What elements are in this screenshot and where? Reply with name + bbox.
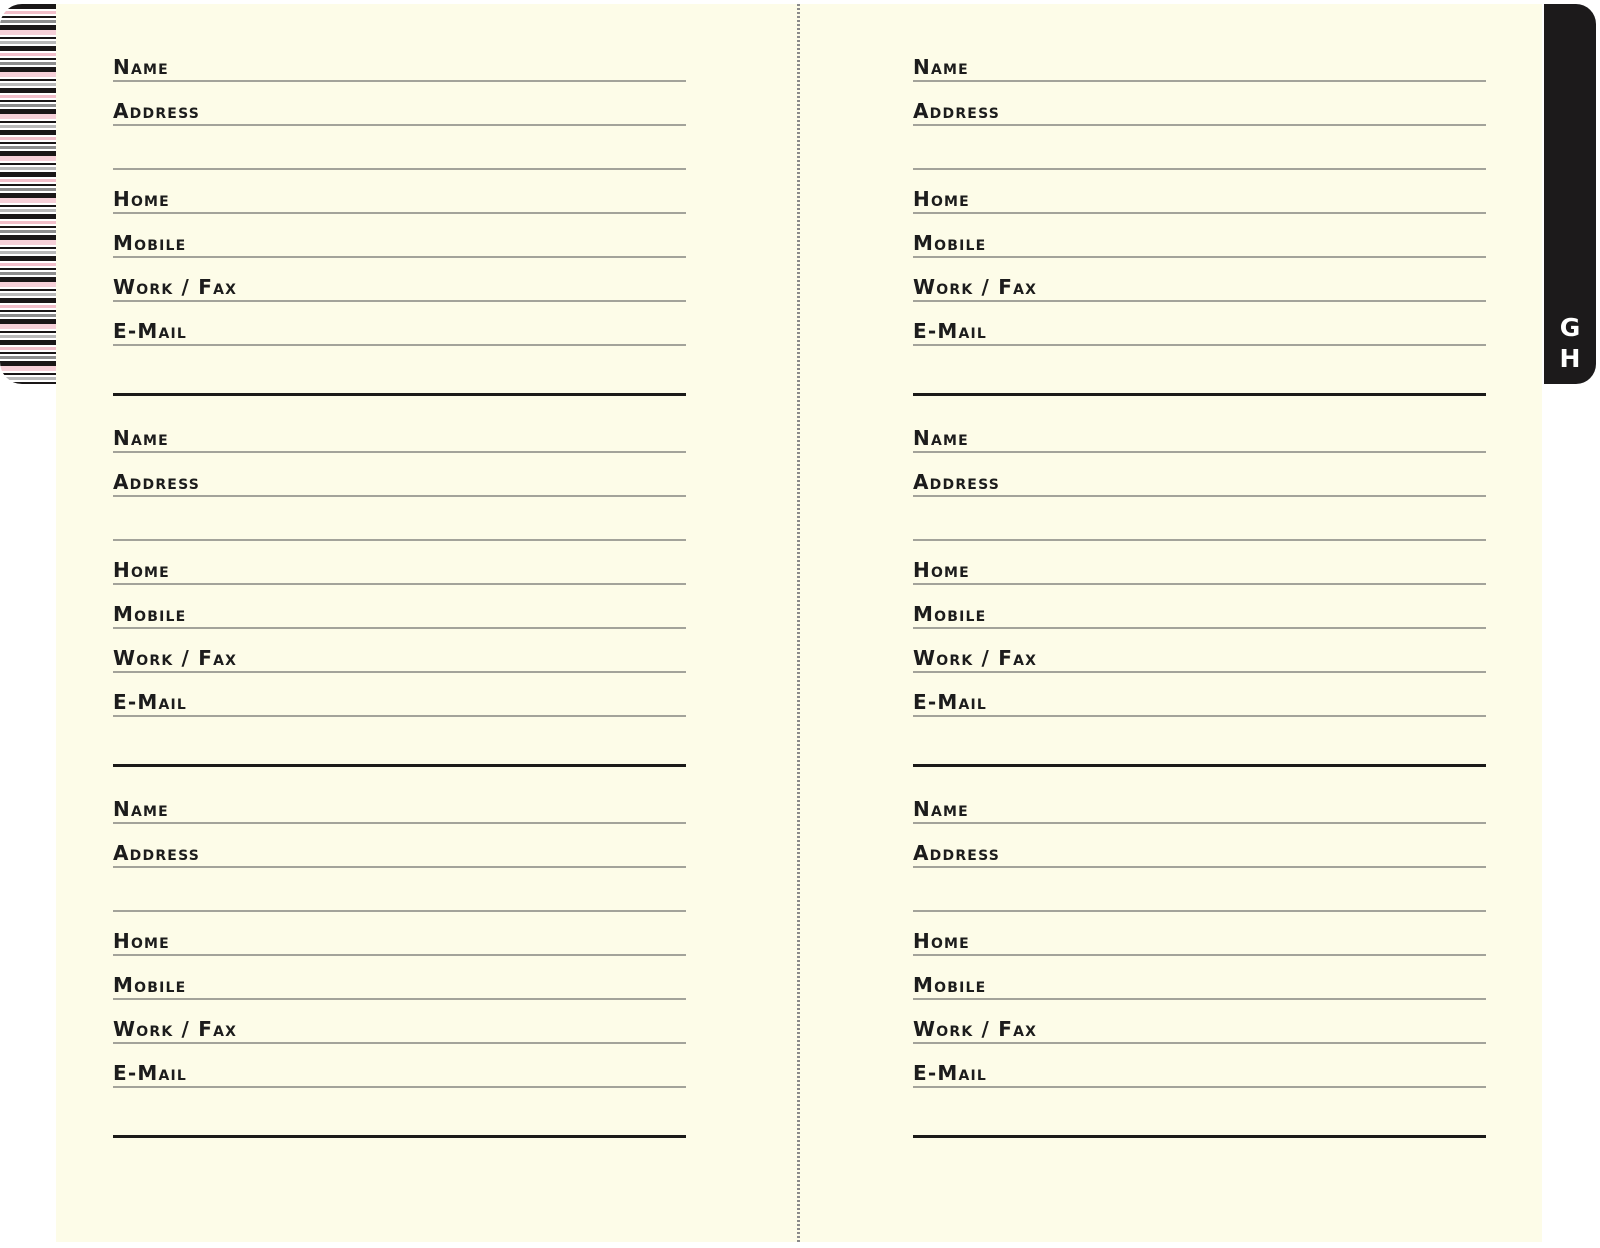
- mobile-label: Mobile: [913, 602, 987, 626]
- email-label: E-Mail: [113, 690, 188, 714]
- tab-letter-g: G: [1559, 313, 1581, 342]
- email-label: E-Mail: [913, 690, 988, 714]
- address-write-line-2[interactable]: [913, 910, 1486, 912]
- home-phone-label: Home: [913, 929, 970, 953]
- name-label: Name: [113, 797, 169, 821]
- entry-divider-rule: [913, 1135, 1486, 1138]
- email-write-line[interactable]: [913, 344, 1486, 346]
- contact-entry: [913, 371, 1486, 751]
- address-write-line[interactable]: [913, 495, 1486, 497]
- contact-entry: [913, 0, 1486, 380]
- contact-entry: [913, 742, 1486, 1122]
- address-write-line-2[interactable]: [913, 168, 1486, 170]
- mobile-write-line[interactable]: [913, 627, 1486, 629]
- contact-entry: [113, 742, 686, 1122]
- name-write-line[interactable]: [113, 451, 686, 453]
- work-fax-write-line[interactable]: [913, 1042, 1486, 1044]
- address-write-line-2[interactable]: [113, 539, 686, 541]
- left-page: [113, 0, 686, 1248]
- home-phone-label: Home: [113, 929, 170, 953]
- name-label: Name: [113, 55, 169, 79]
- name-write-line[interactable]: [913, 451, 1486, 453]
- name-label: Name: [913, 426, 969, 450]
- address-write-line[interactable]: [113, 866, 686, 868]
- email-write-line[interactable]: [113, 1086, 686, 1088]
- email-write-line[interactable]: [913, 1086, 1486, 1088]
- email-label: E-Mail: [113, 319, 188, 343]
- work-fax-label: Work / Fax: [913, 275, 1038, 299]
- home-phone-label: Home: [913, 558, 970, 582]
- home-phone-write-line[interactable]: [913, 212, 1486, 214]
- spine-perforation: [797, 4, 800, 1242]
- name-write-line[interactable]: [913, 822, 1486, 824]
- mobile-label: Mobile: [113, 973, 187, 997]
- work-fax-write-line[interactable]: [913, 300, 1486, 302]
- email-label: E-Mail: [913, 319, 988, 343]
- address-write-line-2[interactable]: [113, 168, 686, 170]
- index-tab-letters: [1544, 312, 1596, 374]
- name-label: Name: [913, 797, 969, 821]
- striped-edge-tab: [0, 4, 56, 384]
- address-write-line[interactable]: [913, 866, 1486, 868]
- work-fax-label: Work / Fax: [913, 646, 1038, 670]
- mobile-label: Mobile: [113, 231, 187, 255]
- home-phone-write-line[interactable]: [113, 212, 686, 214]
- home-phone-label: Home: [913, 187, 970, 211]
- work-fax-label: Work / Fax: [113, 1017, 238, 1041]
- home-phone-write-line[interactable]: [113, 583, 686, 585]
- work-fax-write-line[interactable]: [913, 671, 1486, 673]
- work-fax-label: Work / Fax: [113, 646, 238, 670]
- email-write-line[interactable]: [913, 715, 1486, 717]
- name-write-line[interactable]: [913, 80, 1486, 82]
- address-label: Address: [113, 841, 201, 865]
- contact-entry: [113, 371, 686, 751]
- name-label: Name: [913, 55, 969, 79]
- work-fax-label: Work / Fax: [113, 275, 238, 299]
- mobile-label: Mobile: [913, 231, 987, 255]
- mobile-label: Mobile: [113, 602, 187, 626]
- right-page: [913, 0, 1486, 1248]
- email-write-line[interactable]: [113, 715, 686, 717]
- mobile-write-line[interactable]: [913, 256, 1486, 258]
- work-fax-write-line[interactable]: [113, 1042, 686, 1044]
- work-fax-write-line[interactable]: [113, 300, 686, 302]
- entry-divider-rule: [113, 1135, 686, 1138]
- address-label: Address: [913, 841, 1001, 865]
- address-write-line-2[interactable]: [913, 539, 1486, 541]
- mobile-label: Mobile: [913, 973, 987, 997]
- address-label: Address: [113, 99, 201, 123]
- name-write-line[interactable]: [113, 80, 686, 82]
- home-phone-write-line[interactable]: [913, 954, 1486, 956]
- tab-letter-h: H: [1559, 344, 1581, 373]
- address-write-line-2[interactable]: [113, 910, 686, 912]
- address-label: Address: [913, 99, 1001, 123]
- address-label: Address: [913, 470, 1001, 494]
- work-fax-label: Work / Fax: [913, 1017, 1038, 1041]
- home-phone-write-line[interactable]: [113, 954, 686, 956]
- name-write-line[interactable]: [113, 822, 686, 824]
- work-fax-write-line[interactable]: [113, 671, 686, 673]
- contact-entry: [113, 0, 686, 380]
- mobile-write-line[interactable]: [113, 998, 686, 1000]
- home-phone-write-line[interactable]: [913, 583, 1486, 585]
- mobile-write-line[interactable]: [113, 256, 686, 258]
- address-write-line[interactable]: [113, 124, 686, 126]
- home-phone-label: Home: [113, 558, 170, 582]
- home-phone-label: Home: [113, 187, 170, 211]
- address-write-line[interactable]: [113, 495, 686, 497]
- address-label: Address: [113, 470, 201, 494]
- email-label: E-Mail: [113, 1061, 188, 1085]
- name-label: Name: [113, 426, 169, 450]
- mobile-write-line[interactable]: [913, 998, 1486, 1000]
- email-label: E-Mail: [913, 1061, 988, 1085]
- email-write-line[interactable]: [113, 344, 686, 346]
- mobile-write-line[interactable]: [113, 627, 686, 629]
- index-tab-gh[interactable]: [1544, 4, 1596, 384]
- address-write-line[interactable]: [913, 124, 1486, 126]
